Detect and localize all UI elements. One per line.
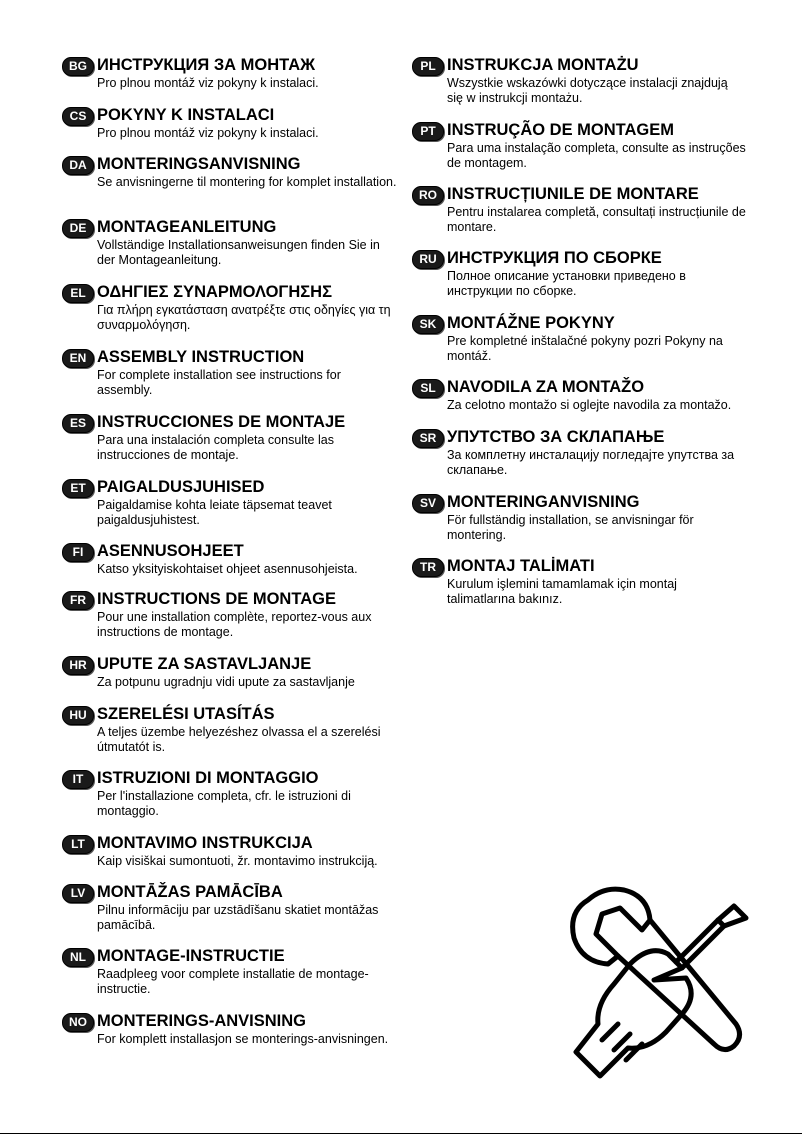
language-code-badge: SV: [412, 494, 444, 513]
section-title: PAIGALDUSJUHISED: [97, 478, 265, 496]
section-title: MONTAGE-INSTRUCTIE: [97, 947, 285, 965]
language-code-badge: NO: [62, 1013, 94, 1032]
language-code-badge: EL: [62, 284, 94, 303]
section-title: INSTRUKCJA MONTAŻU: [447, 56, 639, 74]
section-title: ИНСТРУКЦИЯ ПО СБОРКЕ: [447, 249, 662, 267]
section-text: For komplett installasjon se monterings-anvisningen.: [97, 1032, 389, 1046]
section-text: Pentru instalarea completă, consultați instrucțiunile de montare.: [447, 205, 746, 234]
section-title: INSTRUÇÃO DE MONTAGEM: [447, 121, 675, 139]
wrench-head: [573, 889, 650, 964]
section-text: Za celotno montažo si oglejte navodila za montažo.: [447, 398, 732, 412]
section-text: Kaip visiškai sumontuoti, žr. montavimo instrukciją.: [97, 854, 378, 868]
section-title: UPUTE ZA SASTAVLJANJE: [97, 655, 312, 673]
language-code-badge: RO: [412, 186, 444, 205]
section-title: ΟΔΗΓΙΕΣ ΣΥΝΑΡΜΟΛΟΓΗΣΗΣ: [97, 283, 332, 301]
language-code-badge: TR: [412, 558, 444, 577]
section-title: POKYNY K INSTALACI: [97, 106, 275, 124]
section-text: For complete installation see instructions for assembly.: [97, 368, 341, 397]
language-code-badge: RU: [412, 250, 444, 269]
section-text: A teljes üzembe helyezéshez olvassa el a szerelési útmutatót is.: [97, 725, 381, 754]
section-title: MONTAGEANLEITUNG: [97, 218, 277, 236]
section-title: MONTERINGSANVISNING: [97, 155, 301, 173]
language-code-badge: BG: [62, 57, 94, 76]
section-text: Για πλήρη εγκατάσταση ανατρέξτε στις οδηγίες για τη συναρμολόγηση.: [97, 303, 391, 332]
wrench-screwdriver-icon: [558, 884, 768, 1094]
language-code-badge: LV: [62, 884, 94, 903]
language-code-badge: SR: [412, 429, 444, 448]
section-text: Paigaldamise kohta leiate täpsemat teavet paigaldusjuhistest.: [97, 498, 332, 527]
section-text: Katso yksityiskohtaiset ohjeet asennusohjeista.: [97, 562, 358, 576]
section-title: MONTAJ TALİMATI: [447, 557, 595, 575]
section-title: MONTERINGANVISNING: [447, 493, 640, 511]
section-text: Para una instalación completa consulte las instrucciones de montaje.: [97, 433, 334, 462]
section-text: Raadpleeg voor complete installatie de montage-instructie.: [97, 967, 369, 996]
language-code-badge: HR: [62, 656, 94, 675]
section-text: Vollständige Installationsanweisungen finden Sie in der Montageanleitung.: [97, 238, 380, 267]
language-code-badge: DE: [62, 219, 94, 238]
section-text: За комплетну инсталацију погледајте упутства за склапање.: [447, 448, 735, 477]
section-text: Per l'installazione completa, cfr. le istruzioni di montaggio.: [97, 789, 351, 818]
section-text: Pro plnou montáž viz pokyny k instalaci.: [97, 126, 319, 140]
language-code-badge: ET: [62, 479, 94, 498]
language-code-badge: ES: [62, 414, 94, 433]
section-title: ИНСТРУКЦИЯ ЗА МОНТАЖ: [97, 56, 316, 74]
language-code-badge: IT: [62, 770, 94, 789]
language-code-badge: FI: [62, 543, 94, 562]
section-text: För fullständig installation, se anvisningar för montering.: [447, 513, 694, 542]
section-text: Pour une installation complète, reportez-vous aux instructions de montage.: [97, 610, 372, 639]
section-title: MONTÁŽNE POKYNY: [447, 314, 615, 332]
section-title: SZERELÉSI UTASÍTÁS: [97, 705, 275, 723]
section-title: MONTĀŽAS PAMĀCĪBA: [97, 883, 283, 901]
language-code-badge: FR: [62, 591, 94, 610]
language-code-badge: NL: [62, 948, 94, 967]
section-text: Pro plnou montáž viz pokyny k instalaci.: [97, 76, 319, 90]
language-code-badge: LT: [62, 835, 94, 854]
section-text: Pilnu informāciju par uzstādīšanu skatiet montāžas pamācībā.: [97, 903, 379, 932]
section-text: Za potpunu ugradnju vidi upute za sastavljanje: [97, 675, 355, 689]
language-code-badge: SK: [412, 315, 444, 334]
section-title: NAVODILA ZA MONTAŽO: [447, 378, 645, 396]
section-title: INSTRUCCIONES DE MONTAJE: [97, 413, 346, 431]
screwdriver-handle-groove-1: [602, 1024, 618, 1040]
section-text: Kurulum işlemini tamamlamak için montaj talimatlarına bakınız.: [447, 577, 677, 606]
section-title: MONTERINGS-ANVISNING: [97, 1012, 307, 1030]
language-code-badge: CS: [62, 107, 94, 126]
footer-rule: [0, 1133, 802, 1134]
section-text: Pre kompletné inštalačné pokyny pozri Pokyny na montáž.: [447, 334, 723, 363]
language-code-badge: EN: [62, 349, 94, 368]
language-code-badge: PL: [412, 57, 444, 76]
section-text: Se anvisningerne til montering for komplet installation.: [97, 175, 397, 189]
language-code-badge: SL: [412, 379, 444, 398]
wrench-handle: [618, 920, 740, 1050]
section-text: Para uma instalação completa, consulte as instruções de montagem.: [447, 141, 746, 170]
section-title: INSTRUCȚIUNILE DE MONTARE: [447, 185, 699, 203]
section-title: ASENNUSOHJEET: [97, 542, 244, 560]
section-text: Wszystkie wskazówki dotyczące instalacji znajdują się w instrukcji montażu.: [447, 76, 728, 105]
section-title: INSTRUCTIONS DE MONTAGE: [97, 590, 336, 608]
section-title: ASSEMBLY INSTRUCTION: [97, 348, 305, 366]
language-code-badge: PT: [412, 122, 444, 141]
language-code-badge: HU: [62, 706, 94, 725]
section-title: ISTRUZIONI DI MONTAGGIO: [97, 769, 319, 787]
language-code-badge: DA: [62, 156, 94, 175]
section-text: Полное описание установки приведено в инструкции по сборке.: [447, 269, 686, 298]
section-title: УПУТСТВО ЗА СКЛАПАЊЕ: [447, 428, 665, 446]
section-title: MONTAVIMO INSTRUKCIJA: [97, 834, 313, 852]
